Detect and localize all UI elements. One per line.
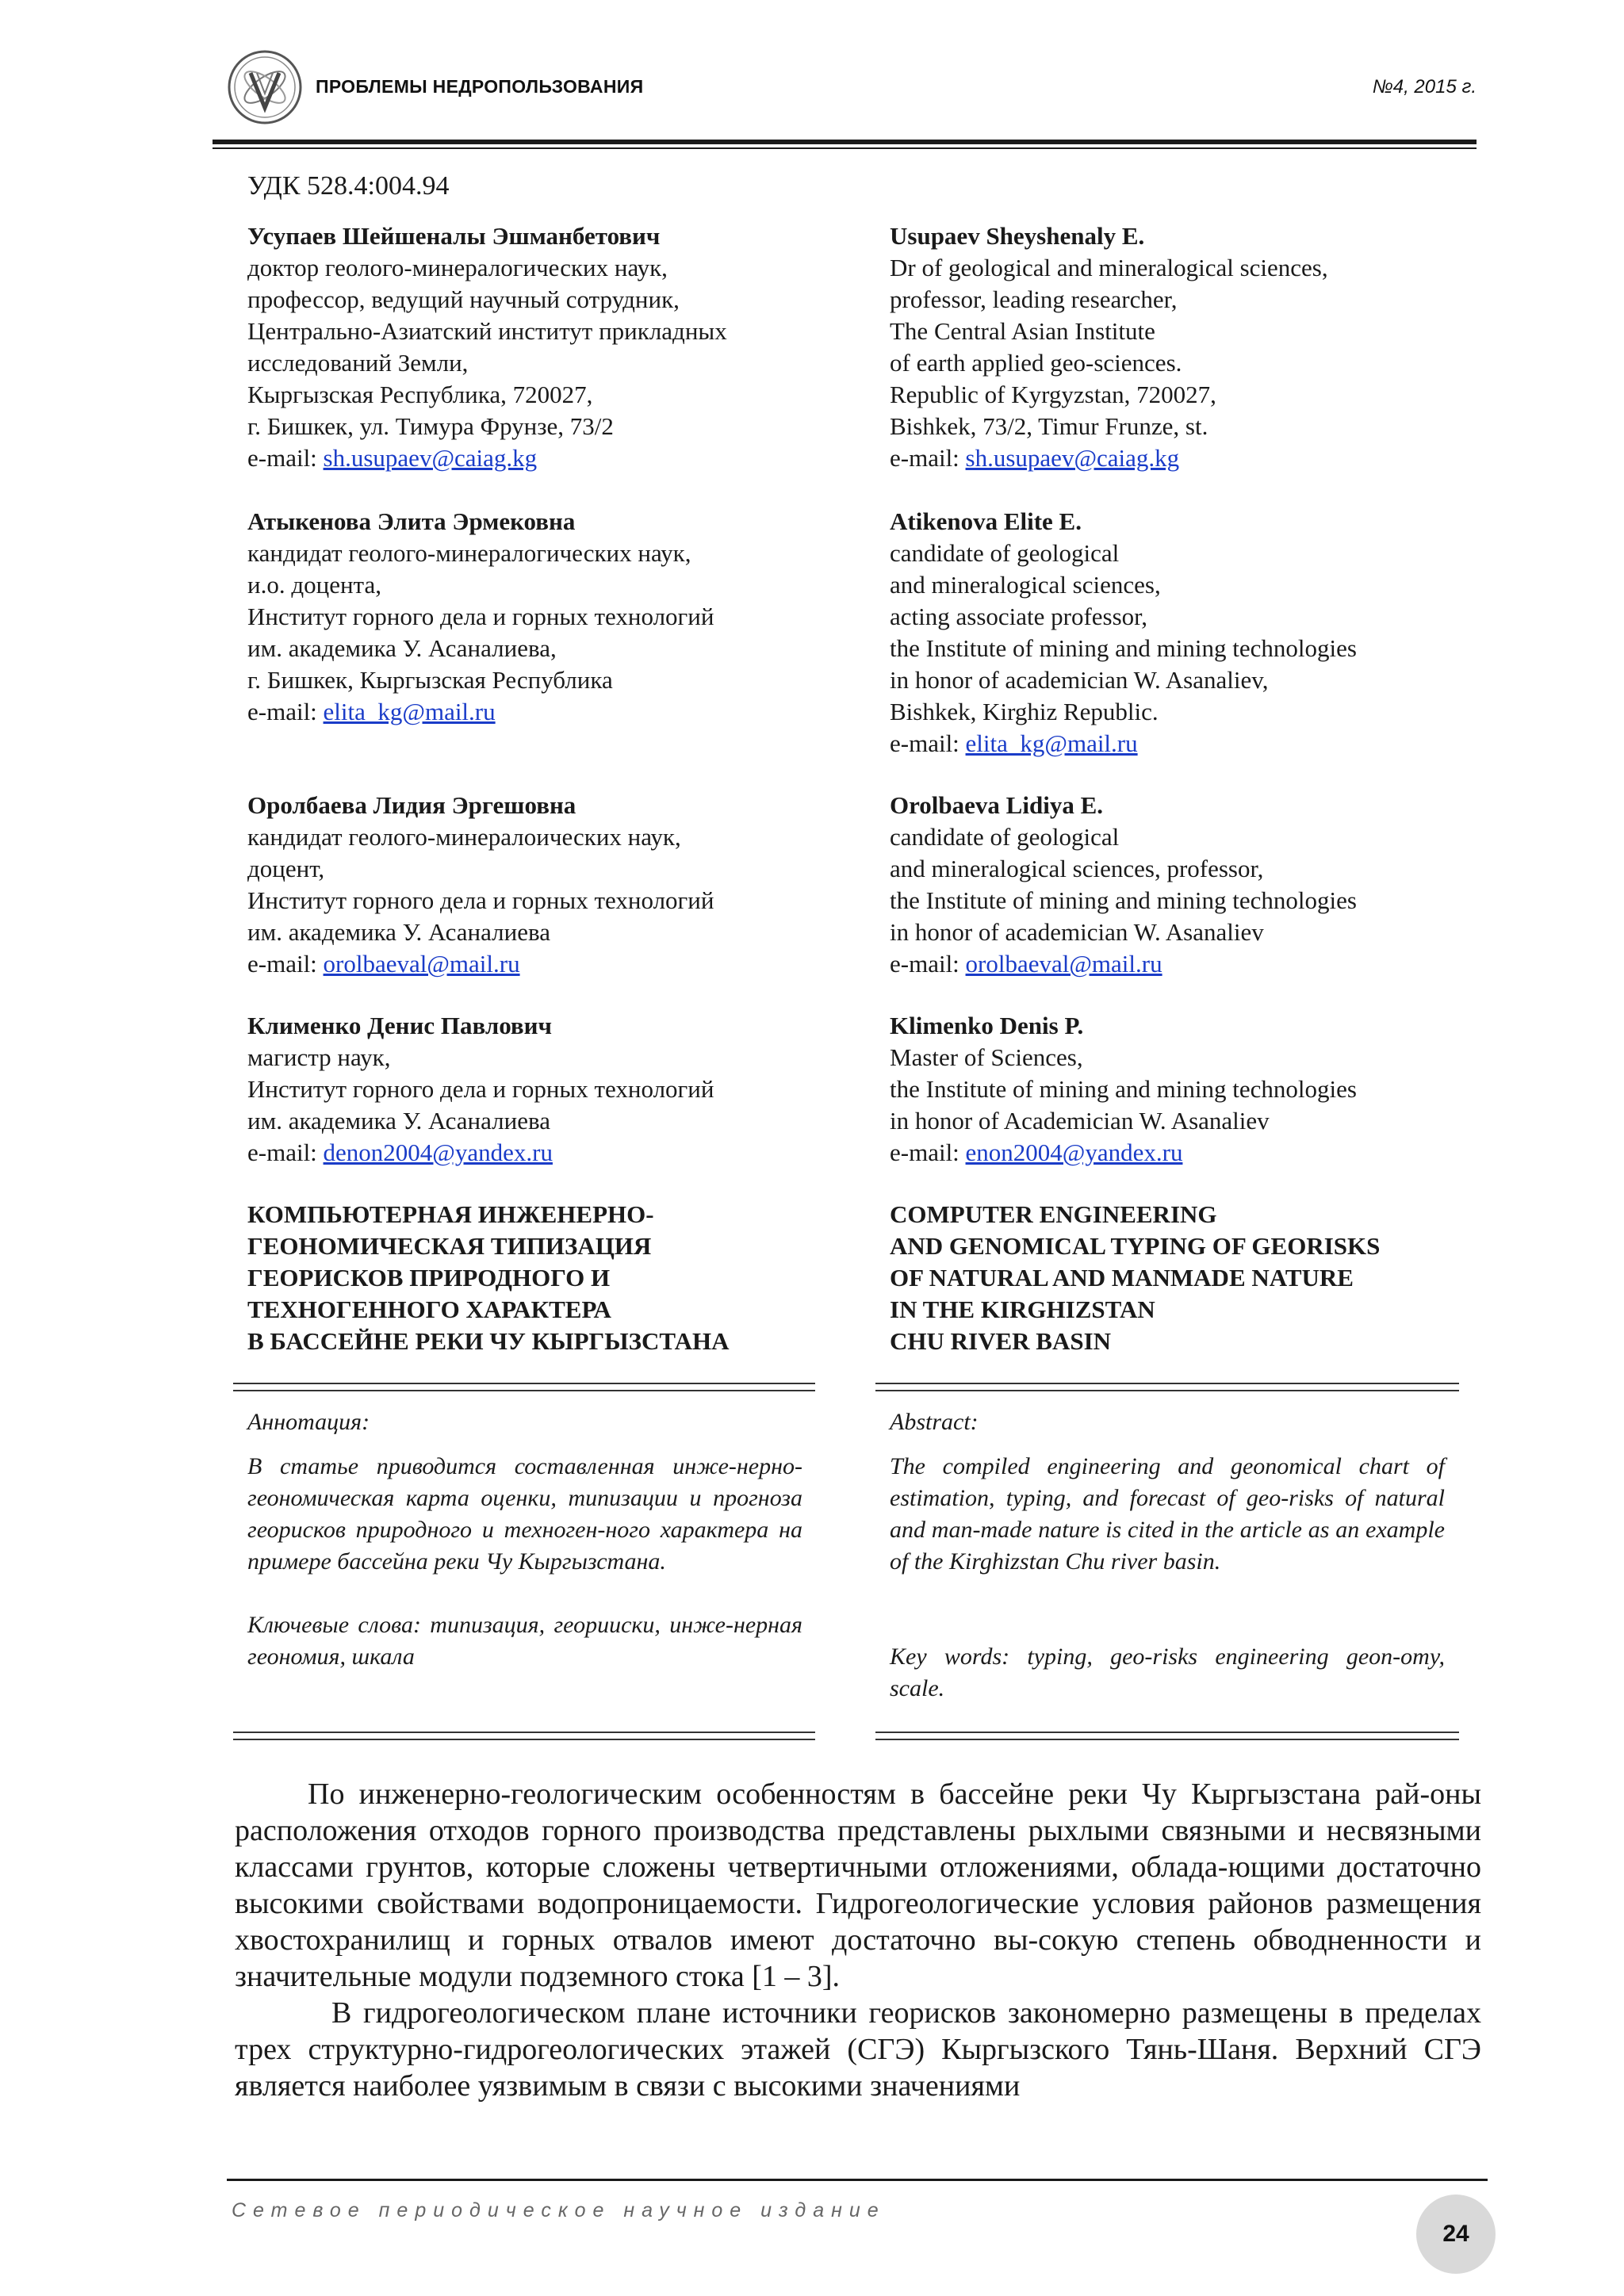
author-line: Центрально-Азиатский институт прикладных (247, 317, 727, 345)
footer-rule (227, 2179, 1488, 2181)
body-paragraph: В гидрогеологическом плане источники георисков закономерно размещены в пределах трех структурно-гидрогеологических этажей (СГЭ) Кыргызского Тянь-Шаня. Верхний СГЭ является наиболее уязвимым в связи с высокими значениями (235, 1996, 1481, 2103)
email-label: e-mail: (247, 1138, 324, 1166)
author-line: the Institute of mining and mining technologies (890, 634, 1357, 662)
journal-title: ПРОБЛЕМЫ НЕДРОПОЛЬЗОВАНИЯ (316, 76, 644, 97)
author-line: Master of Sciences, (890, 1043, 1083, 1071)
article-title-en (890, 1199, 1477, 1357)
author-line: the Institute of mining and mining technologies (890, 1075, 1357, 1103)
footer-note: Сетевое периодическое научное издание (232, 2199, 886, 2221)
author-block-ru-1 (247, 220, 850, 474)
author-line: Институт горного дела и горных технологий (247, 1075, 714, 1103)
author-block-en-4 (890, 1010, 1477, 1169)
email-label: e-mail: (247, 444, 324, 472)
email-label: e-mail: (890, 1138, 966, 1166)
author-line: кандидат геолого-минералогических наук, (247, 539, 691, 567)
udc-code: УДК 528.4:004.94 (247, 171, 450, 201)
author-block-en-1 (890, 220, 1477, 474)
author-line: in honor of Academician W. Asanaliev (890, 1107, 1270, 1135)
author-line: Republic of Kyrgyzstan, 720027, (890, 381, 1216, 408)
author-line: Кыргызская Республика, 720027, (247, 381, 593, 408)
author-name: Клименко Денис Павлович (247, 1012, 553, 1039)
author-line: Bishkek, 73/2, Timur Frunze, st. (890, 412, 1208, 440)
author-name: Оролбаева Лидия Эргешовна (247, 791, 576, 819)
title-line: AND GENOMICAL TYPING OF GEORISKS (890, 1232, 1381, 1260)
author-line: candidate of geological (890, 539, 1120, 567)
email-label: e-mail: (890, 729, 966, 757)
article-title-ru (247, 1199, 850, 1357)
abstract-heading: Аннотация: (247, 1409, 370, 1435)
author-line: им. академика У. Асаналиева (247, 1107, 550, 1135)
author-line: г. Бишкек, ул. Тимура Фрунзе, 73/2 (247, 412, 614, 440)
email-link[interactable]: enon2004@yandex.ru (965, 1138, 1183, 1166)
author-line: г. Бишкек, Кыргызская Республика (247, 666, 613, 694)
title-line: КОМПЬЮТЕРНАЯ ИНЖЕНЕРНО- (247, 1200, 654, 1228)
title-line: В БАССЕЙНЕ РЕКИ ЧУ КЫРГЫЗСТАНА (247, 1327, 730, 1355)
author-line: in honor of academician W. Asanaliev, (890, 666, 1269, 694)
email-link[interactable]: denon2004@yandex.ru (323, 1138, 553, 1166)
email-label: e-mail: (247, 950, 324, 978)
title-line: COMPUTER ENGINEERING (890, 1200, 1217, 1228)
author-line: профессор, ведущий научный сотрудник, (247, 285, 680, 313)
title-line: IN THE KIRGHIZSTAN (890, 1295, 1155, 1323)
page-number: 24 (1416, 2195, 1496, 2274)
author-line: Dr of geological and mineralogical sciences, (890, 254, 1328, 281)
article-body (235, 1776, 1481, 2104)
author-line: The Central Asian Institute (890, 317, 1155, 345)
email-label: e-mail: (247, 698, 324, 725)
author-line: доктор геолого-минералогических наук, (247, 254, 668, 281)
author-line: candidate of geological (890, 823, 1120, 851)
author-line: professor, leading researcher, (890, 285, 1178, 313)
author-line: и.о. доцента, (247, 571, 381, 599)
abstract-text: The compiled engineering and geonomical chart of estimation, typing, and forecast of geo-risks of natural and man-made nature is cited in the article as an example of the Kirghizstan Chu river basin. (890, 1453, 1445, 1575)
title-line: ГЕОНОМИЧЕСКАЯ ТИПИЗАЦИЯ (247, 1232, 652, 1260)
author-line: исследований Земли, (247, 349, 469, 377)
author-line: acting associate professor, (890, 603, 1148, 630)
author-line: магистр наук, (247, 1043, 391, 1071)
author-line: кандидат геолого-минералоических наук, (247, 823, 681, 851)
email-link[interactable]: elita_kg@mail.ru (965, 729, 1138, 757)
abstract-divider (233, 1383, 815, 1391)
header-rule (213, 140, 1477, 144)
author-block-ru-4 (247, 1010, 850, 1169)
author-block-ru-3 (247, 790, 850, 980)
author-line: им. академика У. Асаналиева (247, 918, 550, 946)
author-name: Klimenko Denis P. (890, 1012, 1084, 1039)
abstract-heading: Abstract: (890, 1409, 979, 1435)
email-link[interactable]: elita_kg@mail.ru (323, 698, 496, 725)
author-name: Orolbaeva Lidiya E. (890, 791, 1103, 819)
author-block-en-2 (890, 506, 1477, 760)
author-line: им. академика У. Асаналиева, (247, 634, 557, 662)
author-name: Usupaev Sheyshenaly E. (890, 222, 1145, 250)
title-line: OF NATURAL AND MANMADE NATURE (890, 1264, 1354, 1292)
issue-number: №4, 2015 г. (1372, 76, 1477, 98)
author-line: the Institute of mining and mining technologies (890, 886, 1357, 914)
title-line: ТЕХНОГЕННОГО ХАРАКТЕРА (247, 1295, 611, 1323)
author-line: Bishkek, Kirghiz Republic. (890, 698, 1159, 725)
author-line: in honor of academician W. Asanaliev (890, 918, 1264, 946)
email-link[interactable]: orolbaeval@mail.ru (323, 950, 520, 978)
author-line: and mineralogical sciences, professor, (890, 855, 1264, 882)
body-paragraph: По инженерно-геологическим особенностям в бассейне реки Чу Кыргызстана рай-оны расположения отходов горного производства представлены рыхлыми связными и несвязными классами грунтов, которые сложены четвертичными отложениями, облада-ющими достаточно высокими свойствами водопроницаемости. Гидрогеологические условия районов размещения хвостохранилищ и горных отвалов имеют достаточно вы-сокую степень обводненности и значительные модули подземного стока [1 – 3]. (235, 1777, 1481, 1993)
email-label: e-mail: (890, 444, 966, 472)
abstract-divider (875, 1383, 1459, 1391)
abstract-divider (233, 1732, 815, 1740)
title-line: CHU RIVER BASIN (890, 1327, 1112, 1355)
author-name: Atikenova Elite E. (890, 507, 1082, 535)
author-name: Атыкенова Элита Эрмековна (247, 507, 576, 535)
journal-emblem-icon (227, 49, 303, 125)
header-rule-thin (213, 147, 1477, 149)
author-line: Институт горного дела и горных технологий (247, 886, 714, 914)
author-line: доцент, (247, 855, 325, 882)
abstract-text: В статье приводится составленная инже-нерно-геономическая карта оценки, типизации и прогноза георисков природного и техноген-ного характера на примере бассейна реки Чу Кыргызстана. (247, 1453, 802, 1575)
email-label: e-mail: (890, 950, 966, 978)
abstract-ru (247, 1406, 802, 1673)
email-link[interactable]: sh.usupaev@caiag.kg (323, 444, 538, 472)
author-block-ru-2 (247, 506, 850, 728)
email-link[interactable]: sh.usupaev@caiag.kg (965, 444, 1180, 472)
email-link[interactable]: orolbaeval@mail.ru (965, 950, 1162, 978)
keywords: Ключевые слова: типизация, георииски, инже-нерная геономия, шкала (247, 1612, 802, 1670)
author-line: Институт горного дела и горных технологий (247, 603, 714, 630)
author-line: of earth applied geo-sciences. (890, 349, 1182, 377)
author-block-en-3 (890, 790, 1477, 980)
author-name: Усупаев Шейшеналы Эшманбетович (247, 222, 661, 250)
abstract-divider (875, 1732, 1459, 1740)
abstract-en (890, 1406, 1445, 1705)
keywords: Key words: typing, geo-risks engineering geon-omy, scale. (890, 1644, 1445, 1701)
title-line: ГЕОРИСКОВ ПРИРОДНОГО И (247, 1264, 611, 1292)
author-line: and mineralogical sciences, (890, 571, 1161, 599)
